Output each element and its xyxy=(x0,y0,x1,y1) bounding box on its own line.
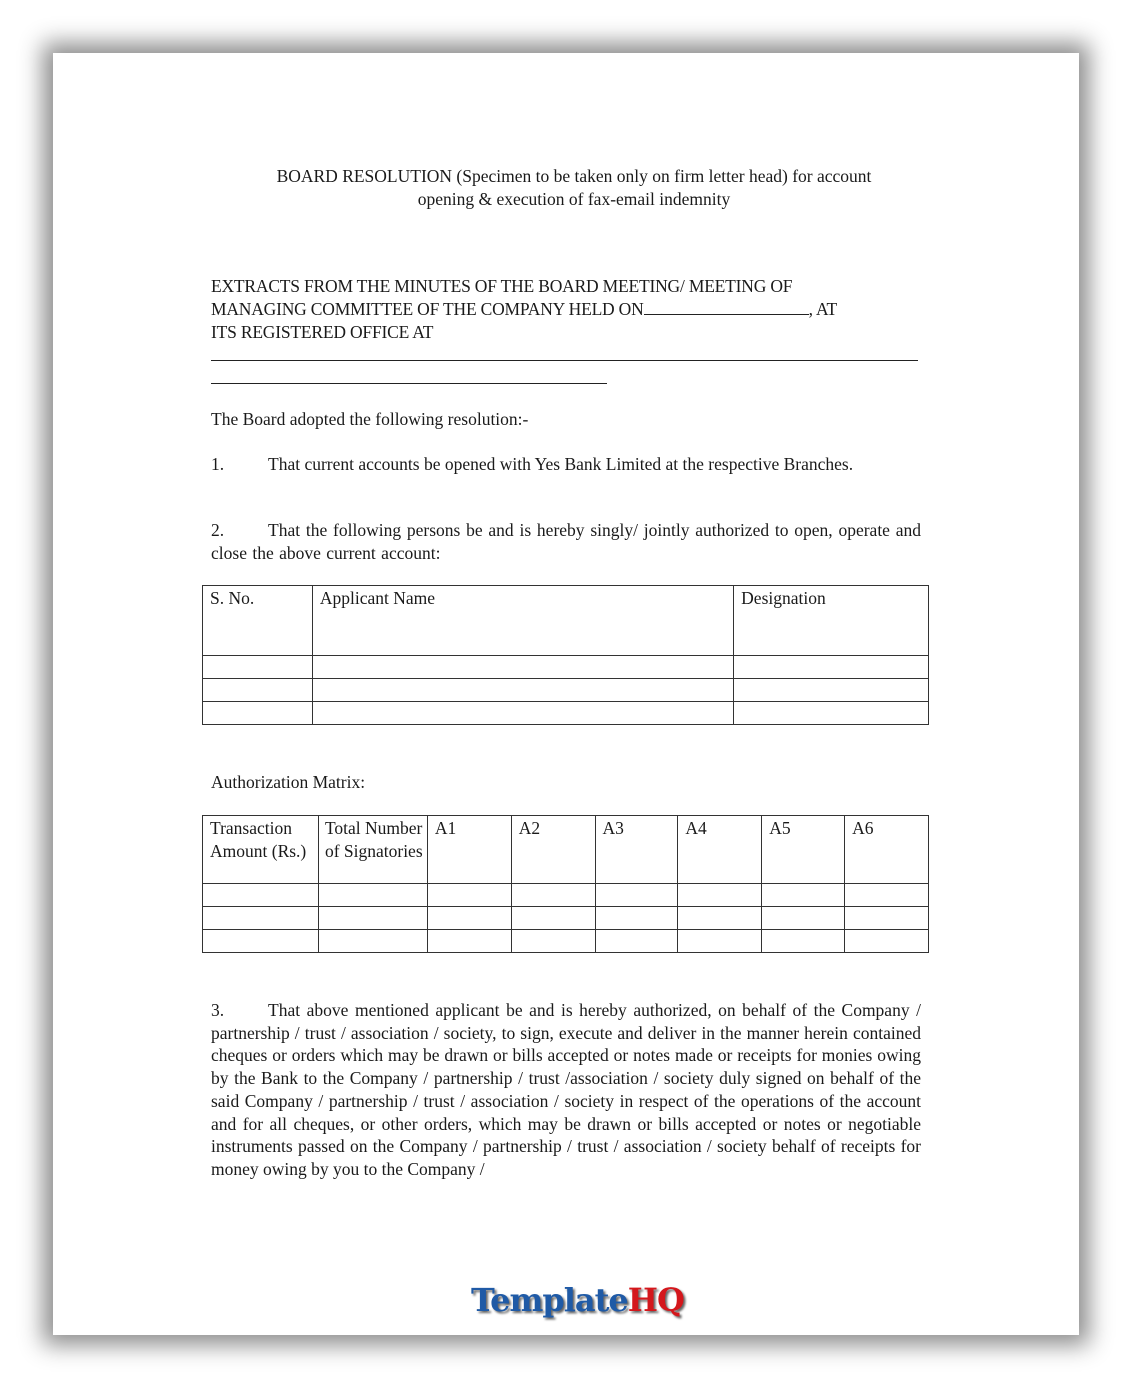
matrix-cell[interactable] xyxy=(845,884,929,907)
authorization-matrix-table xyxy=(202,815,929,953)
matrix-cell[interactable] xyxy=(318,930,427,953)
table-row xyxy=(203,679,929,702)
logo-part-hq: HQ xyxy=(627,1281,684,1319)
document-title xyxy=(213,165,935,210)
table-row xyxy=(203,884,929,907)
applicant-table xyxy=(202,585,929,725)
applicant-name-cell[interactable] xyxy=(312,702,733,725)
meeting-date-blank[interactable] xyxy=(644,298,809,315)
word-its: ITS xyxy=(211,322,237,342)
matrix-cell[interactable] xyxy=(595,884,678,907)
resolution-2-number: 2. xyxy=(211,520,225,540)
matrix-cell[interactable] xyxy=(203,930,319,953)
s-no-cell[interactable] xyxy=(203,702,313,725)
matrix-cell[interactable] xyxy=(762,907,845,930)
matrix-cell[interactable] xyxy=(318,884,427,907)
extracts-heading xyxy=(211,275,921,344)
header-a4: A4 xyxy=(678,816,762,884)
table-row xyxy=(203,702,929,725)
matrix-cell[interactable] xyxy=(511,907,595,930)
extracts-line-3 xyxy=(211,321,921,344)
matrix-cell[interactable] xyxy=(203,907,319,930)
document-page xyxy=(53,53,1079,1335)
at-label: , AT xyxy=(808,299,837,319)
matrix-cell[interactable] xyxy=(678,907,762,930)
title-line-1: BOARD RESOLUTION (Specimen to be taken only on firm letter head) for account xyxy=(276,166,872,186)
table-row xyxy=(203,907,929,930)
resolution-3-number: 3. xyxy=(211,1000,225,1020)
extracts-line-1: EXTRACTS FROM THE MINUTES OF THE BOARD MEETING/ MEETING OF xyxy=(211,276,793,296)
resolution-1 xyxy=(211,453,921,476)
resolution-1-text: That current accounts be opened with Yes Bank Limited at the respective Branches. xyxy=(268,454,854,474)
resolution-1-number: 1. xyxy=(211,454,225,474)
resolution-3 xyxy=(211,999,921,1181)
table-row xyxy=(203,930,929,953)
header-a1: A1 xyxy=(427,816,511,884)
matrix-cell[interactable] xyxy=(511,930,595,953)
applicant-name-cell[interactable] xyxy=(312,679,733,702)
matrix-cell[interactable] xyxy=(427,907,511,930)
authorization-matrix-label: Authorization Matrix: xyxy=(211,772,366,792)
header-designation: Designation xyxy=(734,586,929,656)
matrix-cell[interactable] xyxy=(845,907,929,930)
header-total-signatories: Total Number of Signatories xyxy=(318,816,427,884)
matrix-cell[interactable] xyxy=(511,884,595,907)
held-on-label: MANAGING COMMITTEE OF THE COMPANY HELD ON xyxy=(211,299,644,319)
resolution-3-text: That above mentioned applicant be and is hereby authorized, on behalf of the Company / partnership / trust / association / society, to sign, execute and deliver in the manner herein contained cheques or orders which may be drawn or bills accepted or notes made or receipts for monies owing by the Bank to the Company / partnership / trust /association / society duly signed on behalf of the said Company / partnership / trust / association / society in respect of the operations of the account and for all cheques, or other orders, which may be drawn or bills accepted or notes or negotiable instruments passed on the Company / partnership / trust / association / society behalf of receipts for money owing by you to the Company / xyxy=(211,1000,921,1179)
matrix-header-row xyxy=(203,816,929,884)
templatehq-logo xyxy=(471,1275,684,1325)
designation-cell[interactable] xyxy=(734,656,929,679)
matrix-cell[interactable] xyxy=(762,884,845,907)
intro-text: The Board adopted the following resolution:- xyxy=(211,409,529,429)
matrix-cell[interactable] xyxy=(427,884,511,907)
registered-office-blank-line-1[interactable] xyxy=(211,360,918,361)
matrix-cell[interactable] xyxy=(678,930,762,953)
resolution-2-text: That the following persons be and is hereby singly/ jointly authorized to open, operate and close the above current account: xyxy=(211,520,921,563)
header-a2: A2 xyxy=(511,816,595,884)
title-line-2: opening & execution of fax-email indemnity xyxy=(417,188,731,209)
designation-cell[interactable] xyxy=(734,702,929,725)
header-applicant-name: Applicant Name xyxy=(312,586,733,656)
applicant-table-header xyxy=(203,586,929,656)
header-s-no: S. No. xyxy=(203,586,313,656)
s-no-cell[interactable] xyxy=(203,656,313,679)
applicant-name-cell[interactable] xyxy=(312,656,733,679)
resolution-2 xyxy=(211,519,921,564)
matrix-cell[interactable] xyxy=(595,907,678,930)
matrix-cell[interactable] xyxy=(762,930,845,953)
header-a5: A5 xyxy=(762,816,845,884)
table-row xyxy=(203,656,929,679)
word-office: OFFICE xyxy=(349,322,410,342)
s-no-cell[interactable] xyxy=(203,679,313,702)
header-transaction-amount: Transaction Amount (Rs.) xyxy=(203,816,319,884)
logo-part-template: Template xyxy=(471,1281,628,1319)
word-at: AT xyxy=(412,322,434,342)
matrix-cell[interactable] xyxy=(203,884,319,907)
matrix-cell[interactable] xyxy=(845,930,929,953)
matrix-cell[interactable] xyxy=(678,884,762,907)
matrix-cell[interactable] xyxy=(427,930,511,953)
designation-cell[interactable] xyxy=(734,679,929,702)
word-registered: REGISTERED xyxy=(240,322,346,342)
registered-office-blank-line-2[interactable] xyxy=(211,383,607,384)
matrix-cell[interactable] xyxy=(595,930,678,953)
extracts-line-2 xyxy=(211,298,921,321)
header-a3: A3 xyxy=(595,816,678,884)
matrix-cell[interactable] xyxy=(318,907,427,930)
header-a6: A6 xyxy=(845,816,929,884)
